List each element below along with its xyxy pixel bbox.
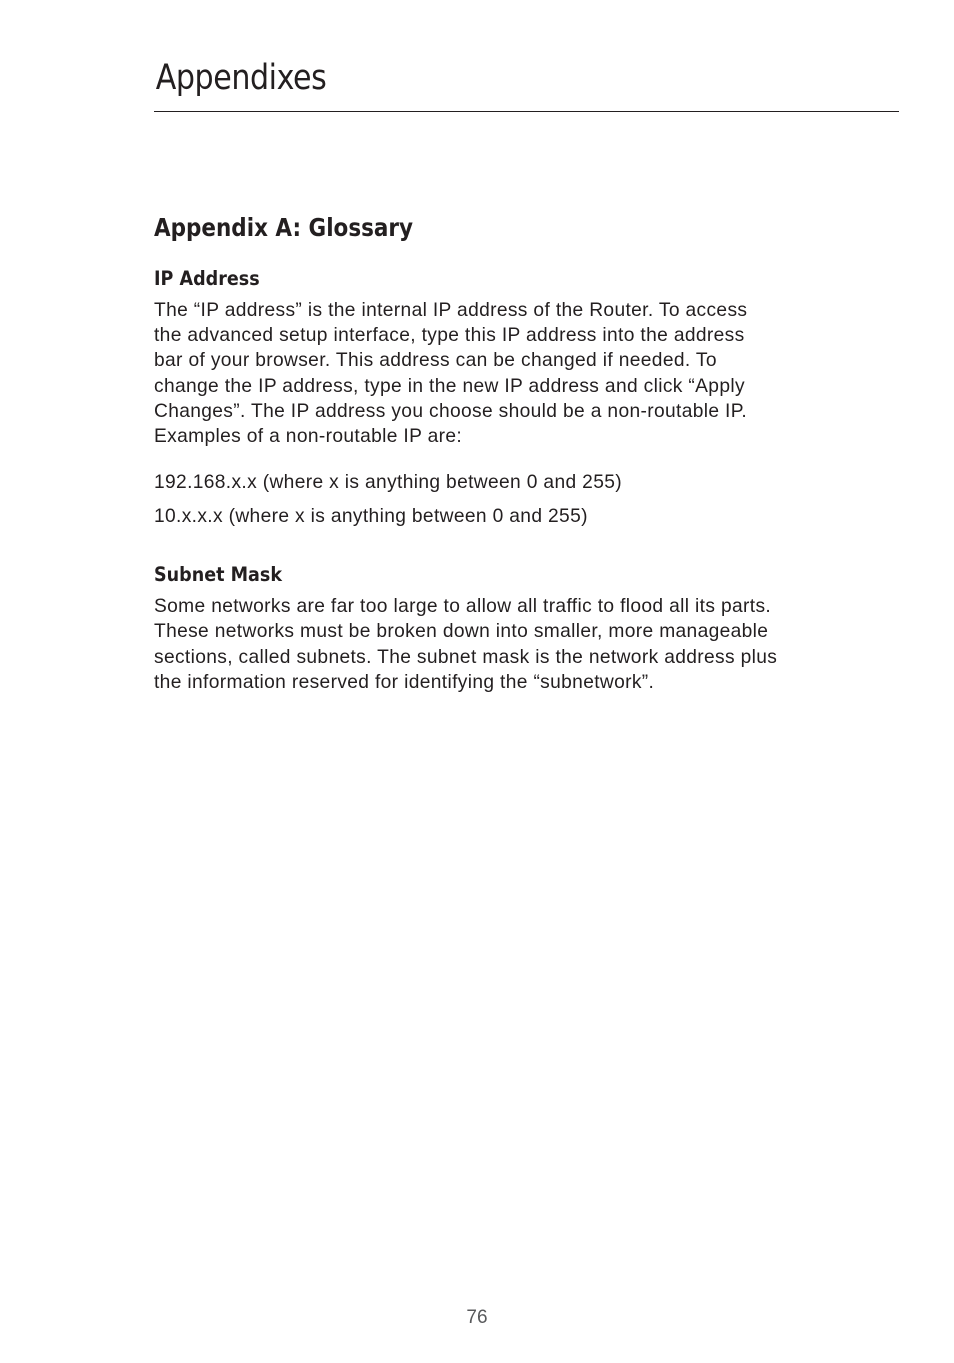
definition-line: the information reserved for identifying the “subnetwork”.: [154, 671, 655, 693]
document-content: [154, 206, 874, 695]
definition-line: These networks must be broken down into smaller, more manageable: [154, 621, 769, 643]
subnet-mask-definition: [154, 594, 874, 695]
term-ip-address: IP Address: [154, 267, 260, 290]
definition-line: Changes”. The IP address you choose should be a non-routable IP.: [154, 400, 748, 422]
header-rule: [154, 111, 899, 112]
term-subnet-mask: Subnet Mask: [154, 563, 283, 587]
definition-line: Examples of a non-routable IP are:: [154, 426, 463, 448]
ip-address-definition: [154, 298, 874, 449]
example-ip-range: 192.168.x.x (where x is anything between 0 and 255): [154, 472, 622, 494]
definition-line: sections, called subnets. The subnet mask is the network address plus: [154, 646, 778, 668]
definition-line: bar of your browser. This address can be changed if needed. To: [154, 350, 717, 372]
glossary-entry-ip-address: [154, 264, 874, 529]
definition-line: the advanced setup interface, type this IP address into the address: [154, 325, 745, 347]
definition-line: The “IP address” is the internal IP address of the Router. To access: [154, 300, 748, 321]
definition-line: change the IP address, type in the new IP address and click “Apply: [154, 375, 745, 397]
page-number: 76: [466, 1307, 488, 1328]
section-title: Appendix A: Glossary: [154, 213, 414, 242]
definition-line: Some networks are far too large to allow all traffic to flood all its parts.: [154, 596, 772, 618]
glossary-entry-subnet-mask: [154, 560, 874, 695]
page-header: [154, 52, 899, 104]
page-title: Appendixes: [155, 58, 327, 98]
example-ip-range: 10.x.x.x (where x is anything between 0 and 255): [154, 506, 588, 528]
